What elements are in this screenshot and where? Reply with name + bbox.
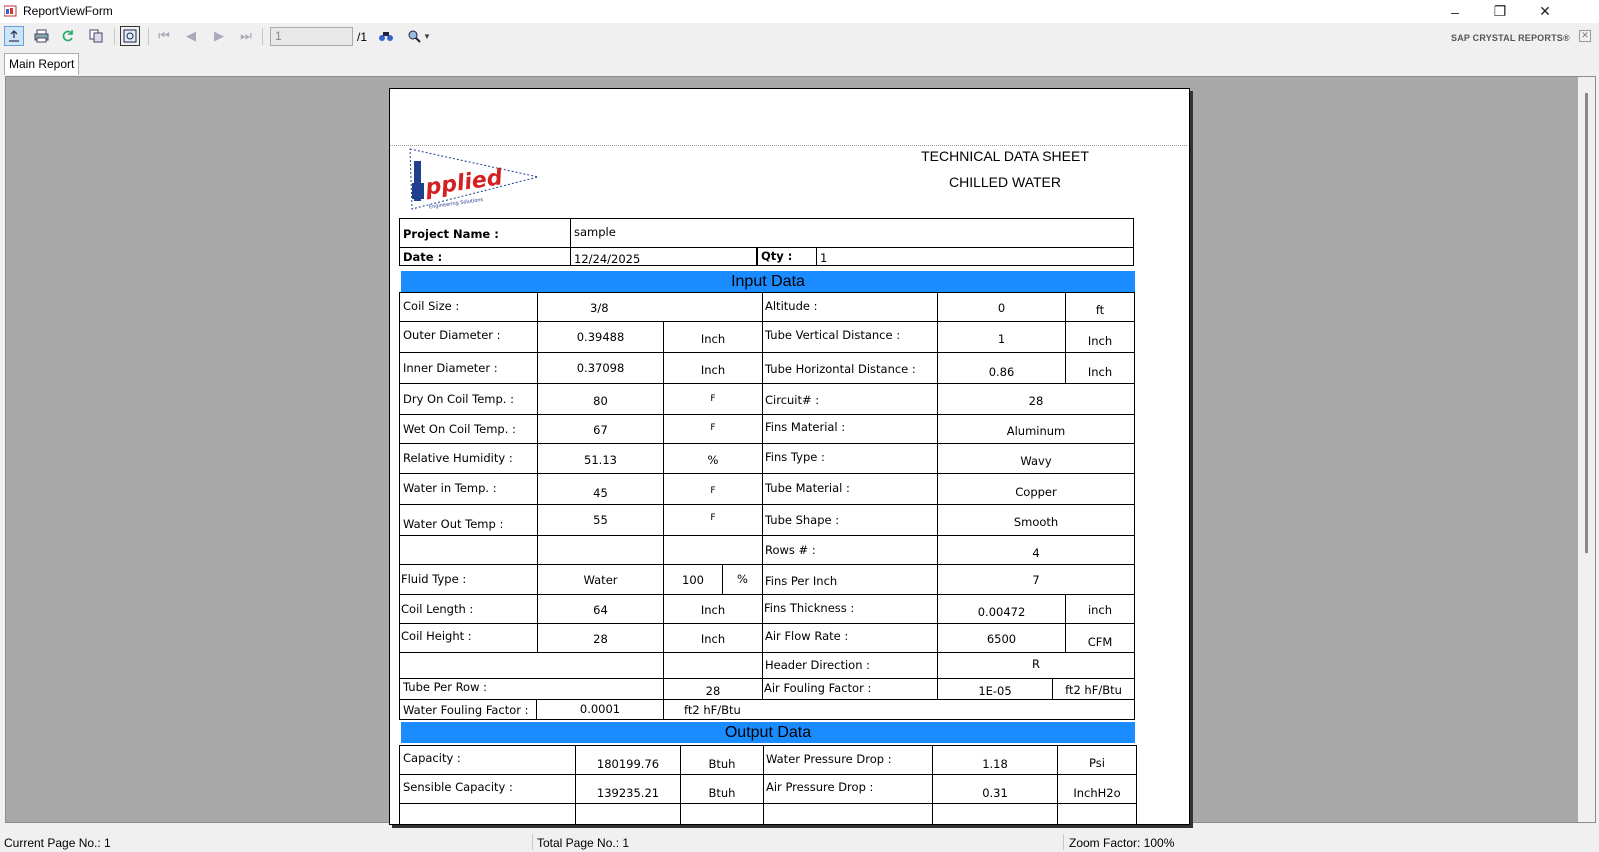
tube-per-row-value: 28: [663, 678, 763, 700]
empty-cell: [537, 535, 664, 565]
tube-vertical-distance-value: 1: [937, 321, 1066, 353]
coil-height-value: 28: [537, 623, 664, 653]
coil-size-value: 3/8: [537, 292, 763, 322]
fluid-type-value: Water: [537, 564, 664, 595]
input-data-header: Input Data: [401, 271, 1135, 292]
fins-thickness-label: Fins Thickness :: [762, 594, 938, 624]
fluid-type-label: Fluid Type :: [399, 564, 538, 595]
status-separator: [1063, 834, 1064, 850]
air-fouling-label: Air Fouling Factor :: [762, 678, 938, 700]
air-pressure-drop-value: 0.31: [932, 774, 1058, 804]
tab-main-report[interactable]: Main Report: [4, 53, 79, 75]
capacity-unit: Btuh: [680, 745, 764, 775]
project-name-label: Project Name :: [399, 218, 571, 248]
capacity-label: Capacity :: [399, 745, 576, 775]
air-fouling-value: 1E-05: [937, 678, 1053, 700]
rows-label: Rows # :: [762, 535, 938, 565]
water-out-temp-value: 55: [537, 504, 664, 536]
zoom-icon: [407, 29, 421, 43]
company-logo: [408, 147, 543, 213]
zoom-factor-status: Zoom Factor: 100%: [1069, 836, 1175, 850]
coil-length-value: 64: [537, 594, 664, 624]
header-direction-label: Header Direction :: [762, 652, 938, 679]
previous-page-icon[interactable]: ◀: [186, 28, 196, 43]
group-tree-icon[interactable]: [120, 26, 140, 46]
maximize-button[interactable]: ❐: [1493, 3, 1507, 19]
air-fouling-unit: ft2 hF/Btu: [1052, 678, 1135, 700]
zoom-dropdown[interactable]: [404, 26, 434, 46]
inner-diameter-unit: Inch: [663, 352, 763, 384]
find-icon[interactable]: [376, 26, 396, 46]
empty-cell: [663, 652, 763, 679]
table-row: [680, 803, 764, 825]
chevron-down-icon: ▼: [423, 31, 431, 41]
water-fouling-value: 0.0001: [536, 699, 664, 720]
toolbar-separator: [262, 28, 263, 45]
air-pressure-drop-label: Air Pressure Drop :: [763, 774, 933, 804]
brand-label: SAP CRYSTAL REPORTS®: [1451, 33, 1570, 43]
circuit-value: 28: [937, 383, 1135, 415]
outer-diameter-unit: Inch: [663, 321, 763, 353]
outer-diameter-label: Outer Diameter :: [399, 321, 538, 353]
air-pressure-drop-unit: InchH2o: [1057, 774, 1137, 804]
tube-material-label: Tube Material :: [762, 473, 938, 505]
tube-shape-label: Tube Shape :: [762, 504, 938, 536]
vertical-scrollbar[interactable]: [1578, 77, 1596, 822]
total-page-status: Total Page No.: 1: [537, 836, 630, 850]
relative-humidity-unit: %: [663, 443, 763, 474]
inner-diameter-label: Inner Diameter :: [399, 352, 538, 384]
wet-coil-temp-label: Wet On Coil Temp. :: [399, 414, 538, 444]
coil-height-unit: Inch: [663, 623, 763, 653]
output-data-header: Output Data: [401, 722, 1135, 743]
water-out-temp-label: Water Out Temp :: [399, 504, 538, 536]
water-fouling-label: Water Fouling Factor :: [399, 699, 537, 720]
close-button[interactable]: ✕: [1539, 3, 1551, 19]
water-out-temp-unit: F: [663, 504, 763, 536]
tube-horizontal-distance-label: Tube Horizontal Distance :: [762, 352, 938, 384]
air-flow-rate-label: Air Flow Rate :: [762, 623, 938, 653]
toolbar: [0, 23, 1599, 50]
qty-label: Qty :: [757, 247, 817, 266]
air-flow-rate-value: 6500: [937, 623, 1066, 653]
tube-per-row-label: Tube Per Row :: [399, 678, 664, 700]
air-flow-rate-unit: CFM: [1065, 623, 1135, 653]
fluid-percent-unit: %: [722, 564, 763, 595]
toolbar-separator: [148, 28, 149, 45]
water-in-temp-value: 45: [537, 473, 664, 505]
print-icon[interactable]: [31, 26, 51, 46]
fins-material-label: Fins Material :: [762, 414, 938, 444]
water-in-temp-label: Water in Temp. :: [399, 473, 538, 505]
project-name-value: sample: [570, 218, 1134, 248]
relative-humidity-label: Relative Humidity :: [399, 443, 538, 474]
header-direction-value: R: [937, 652, 1135, 679]
table-row: [932, 803, 1058, 825]
date-value: 12/24/2025: [570, 247, 758, 266]
fluid-percent-value: 100: [663, 564, 723, 595]
logo-text: pplied: [424, 165, 505, 201]
table-row: [763, 803, 933, 825]
next-page-icon[interactable]: ▶: [214, 28, 224, 43]
date-label: Date :: [399, 247, 757, 266]
sensible-capacity-value: 139235.21: [575, 774, 681, 804]
water-pressure-drop-value: 1.18: [932, 745, 1058, 775]
altitude-unit: ft: [1065, 292, 1135, 322]
dry-coil-temp-value: 80: [537, 383, 664, 415]
coil-size-label: Coil Size :: [399, 292, 538, 322]
water-in-temp-unit: F: [663, 473, 763, 505]
logo-subtext: Engineering Solutions: [428, 196, 484, 211]
sensible-capacity-label: Sensible Capacity :: [399, 774, 576, 804]
page-header-divider: [390, 145, 1187, 146]
fins-thickness-unit: inch: [1065, 594, 1135, 624]
close-view-icon[interactable]: ✕: [1579, 30, 1591, 42]
altitude-label: Altitude :: [762, 292, 938, 322]
fins-thickness-value: 0.00472: [937, 594, 1066, 624]
coil-length-unit: Inch: [663, 594, 763, 624]
current-page-status: Current Page No.: 1: [4, 836, 111, 850]
tube-horizontal-distance-value: 0.86: [937, 352, 1066, 384]
tube-vertical-distance-unit: Inch: [1065, 321, 1135, 353]
coil-height-label: Coil Height :: [399, 623, 538, 653]
tube-horizontal-distance-unit: Inch: [1065, 352, 1135, 384]
fins-per-inch-value: 7: [937, 564, 1135, 595]
minimize-button[interactable]: –: [1451, 3, 1459, 20]
tube-vertical-distance-label: Tube Vertical Distance :: [762, 321, 938, 353]
rows-value: 4: [937, 535, 1135, 565]
first-page-icon[interactable]: ⏮: [158, 28, 170, 43]
refresh-icon[interactable]: [58, 26, 78, 46]
table-row: [1057, 803, 1137, 825]
fins-per-inch-label: Fins Per Inch: [762, 564, 938, 595]
qty-value: 1: [816, 247, 1134, 266]
altitude-value: 0: [937, 292, 1066, 322]
inner-diameter-value: 0.37098: [537, 352, 664, 384]
copy-icon[interactable]: [86, 26, 106, 46]
table-row: [575, 803, 681, 825]
page-number-input[interactable]: 1: [270, 27, 353, 46]
table-row: [399, 803, 576, 825]
circuit-label: Circuit# :: [762, 383, 938, 415]
window-title: ReportViewForm: [23, 4, 113, 18]
relative-humidity-value: 51.13: [537, 443, 664, 474]
water-pressure-drop-label: Water Pressure Drop :: [763, 745, 933, 775]
tube-shape-value: Smooth: [937, 504, 1135, 536]
app-icon: [4, 4, 17, 17]
page-total-label: /1: [357, 30, 368, 44]
wet-coil-temp-unit: F: [663, 414, 763, 444]
coil-length-label: Coil Length :: [399, 594, 538, 624]
last-page-icon[interactable]: ⏭: [240, 28, 252, 43]
water-fouling-unit: ft2 hF/Btu: [663, 699, 1135, 720]
sensible-capacity-unit: Btuh: [680, 774, 764, 804]
empty-cell: [399, 535, 538, 565]
wet-coil-temp-value: 67: [537, 414, 664, 444]
scrollbar-thumb[interactable]: [1585, 93, 1588, 553]
report-title: TECHNICAL DATA SHEET: [921, 148, 1089, 164]
report-subtitle: CHILLED WATER: [948, 174, 1061, 190]
outer-diameter-value: 0.39488: [537, 321, 664, 353]
dry-coil-temp-label: Dry On Coil Temp. :: [399, 383, 538, 415]
status-separator: [532, 834, 533, 850]
status-bar: [0, 832, 1599, 852]
tube-material-value: Copper: [937, 473, 1135, 505]
fins-type-value: Wavy: [937, 443, 1135, 474]
empty-cell: [399, 652, 664, 679]
fins-material-value: Aluminum: [937, 414, 1135, 444]
fins-type-label: Fins Type :: [762, 443, 938, 474]
capacity-value: 180199.76: [575, 745, 681, 775]
toolbar-separator: [114, 28, 115, 45]
tab-strip: [0, 50, 1599, 76]
title-bar: [0, 0, 1599, 23]
empty-cell: [663, 535, 763, 565]
dry-coil-temp-unit: F: [663, 383, 763, 415]
export-icon[interactable]: [4, 26, 24, 46]
water-pressure-drop-unit: Psi: [1057, 745, 1137, 775]
report-page: [389, 88, 1190, 825]
